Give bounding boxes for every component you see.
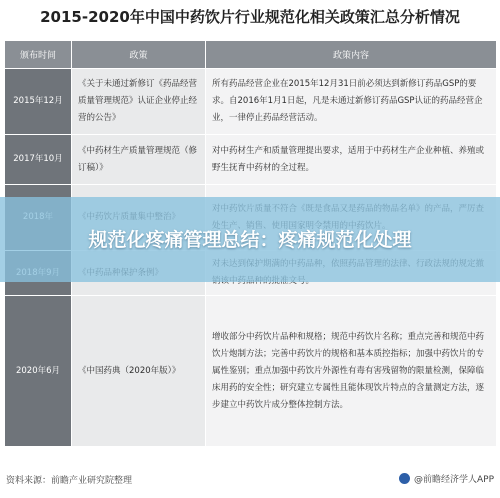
- row-time: 2015年12月: [5, 69, 72, 135]
- table-header-row: [5, 41, 497, 69]
- row-content: 增收部分中药饮片品种和规格；规范中药饮片名称；重点完善和规范中药饮片炮制方法；完善中药饮片的规格和基本质控指标；加强中药饮片的专属性鉴别；重点加强中药饮片外源性有毒有害残留物的限量检测，保障临床用药的安全性；研究建立专属性且能体现饮片特点的含量测定方法，逐步建立中药饮片成分整体控制方法。: [206, 296, 497, 447]
- brand-logo-icon: [399, 473, 410, 484]
- row-time: 2020年6月: [5, 296, 72, 447]
- table-row: [5, 296, 497, 447]
- overlay-banner: [0, 197, 500, 282]
- brand-credit: [399, 472, 494, 485]
- header-content: 政策内容: [206, 41, 497, 69]
- header-time: 颁布时间: [5, 41, 72, 69]
- table-row: [5, 135, 497, 185]
- source-note: 资料来源：前瞻产业研究院整理: [6, 476, 133, 486]
- banner-title: 规范化疼痛管理总结：疼痛规范化处理: [88, 228, 412, 251]
- row-policy: 《关于未通过新修订《药品经营质量管理规范》认证企业停止经营的公告》: [72, 69, 206, 135]
- row-time: 2017年10月: [5, 135, 72, 185]
- header-policy: 政策: [72, 41, 206, 69]
- row-policy: 《中国药典（2020年版）》: [72, 296, 206, 447]
- table-row: [5, 69, 497, 135]
- row-content: 所有药品经营企业在2015年12月31日前必须达到新修订药品GSP的要求。自2016年1月1日起，凡是未通过新修订药品GSP认证的药品经营企业，一律停止药品经营活动。: [206, 69, 497, 135]
- row-content: 对中药材生产和质量管理提出要求，适用于中药材生产企业种植、养殖或野生抚育中药材的全过程。: [206, 135, 497, 185]
- brand-text: @前瞻经济学人APP: [413, 475, 494, 485]
- row-policy: 《中药材生产质量管理规范（修订稿）》: [72, 135, 206, 185]
- page-title: 2015-2020年中国中药饮片行业规范化相关政策汇总分析情况: [40, 8, 460, 26]
